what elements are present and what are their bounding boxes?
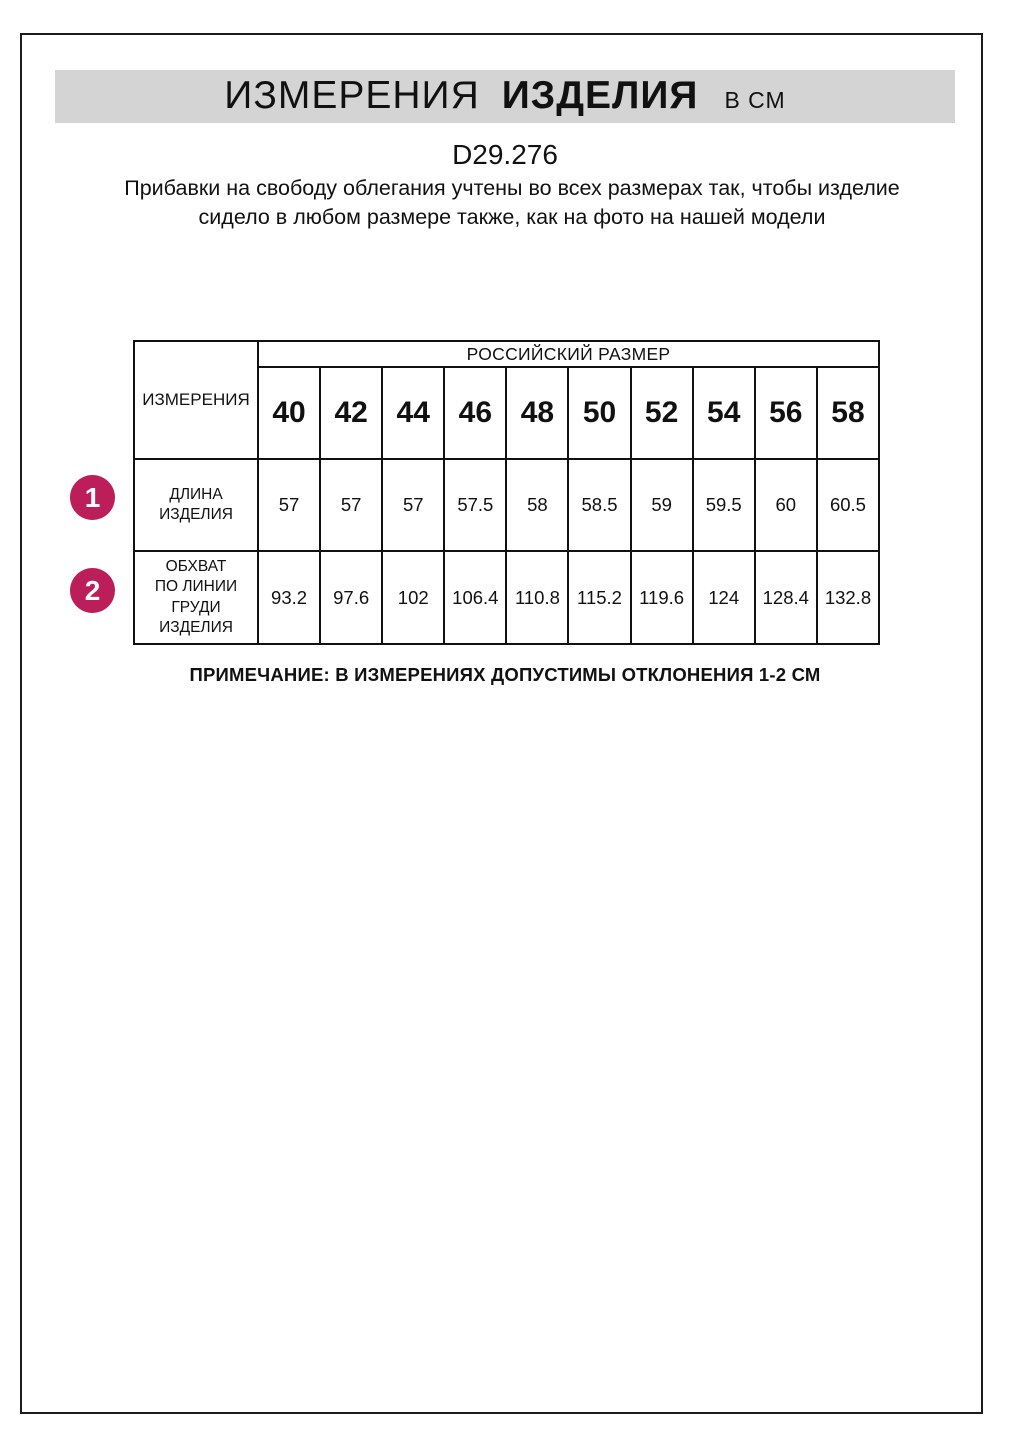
tolerance-note: ПРИМЕЧАНИЕ: В ИЗМЕРЕНИЯХ ДОПУСТИМЫ ОТКЛОНЕНИЯ 1-2 СМ: [189, 664, 821, 685]
page-title-unit: В СМ: [724, 87, 786, 113]
russian-size-header: РОССИЙСКИЙ РАЗМЕР: [258, 341, 879, 367]
measurement-value-cell: 60.5: [817, 459, 879, 551]
size-header-cell: 48: [506, 367, 568, 459]
measurement-value-cell: 102: [382, 551, 444, 644]
measurement-value-cell: 57.5: [444, 459, 506, 551]
fit-description: Прибавки на свободу облегания учтены во всех размерах так, чтобы изделие сидело в любом размере также, как на фото на нашей модели: [124, 176, 900, 229]
measurement-label: ДЛИНА ИЗДЕЛИЯ: [134, 459, 258, 551]
size-header-cell: 58: [817, 367, 879, 459]
size-header-cell: 52: [631, 367, 693, 459]
page-title: ИЗМЕРЕНИЯ: [224, 74, 480, 117]
measurement-value-cell: 115.2: [568, 551, 630, 644]
corner-header-cell: ИЗМЕРЕНИЯ: [134, 341, 258, 459]
measurement-value-cell: 128.4: [755, 551, 817, 644]
measurement-value-cell: 124: [693, 551, 755, 644]
size-header-cell: 46: [444, 367, 506, 459]
measurement-label: ОБХВАТ ПО ЛИНИИ ГРУДИ ИЗДЕЛИЯ: [134, 551, 258, 644]
measurement-value-cell: 57: [382, 459, 444, 551]
measurements-table: [133, 340, 880, 645]
size-header-cell: 42: [320, 367, 382, 459]
size-header-cell: 40: [258, 367, 320, 459]
table-row-group-header: [134, 341, 879, 367]
size-header-cell: 44: [382, 367, 444, 459]
size-header-cell: 54: [693, 367, 755, 459]
measurement-value-cell: 97.6: [320, 551, 382, 644]
page-title-strong: ИЗДЕЛИЯ: [501, 74, 699, 117]
measurement-value-cell: 57: [258, 459, 320, 551]
measurement-value-cell: 57: [320, 459, 382, 551]
measurement-value-cell: 110.8: [506, 551, 568, 644]
measurement-value-cell: 93.2: [258, 551, 320, 644]
page-frame: [20, 33, 983, 1414]
measurement-value-cell: 59: [631, 459, 693, 551]
size-header-cell: 50: [568, 367, 630, 459]
measurement-value-cell: 59.5: [693, 459, 755, 551]
measurement-value-cell: 58.5: [568, 459, 630, 551]
model-code: D29.276: [452, 139, 558, 170]
size-header-cell: 56: [755, 367, 817, 459]
table-row-length: [134, 459, 879, 551]
table-row-chest: [134, 551, 879, 644]
measurement-value-cell: 58: [506, 459, 568, 551]
title-banner: [55, 70, 955, 123]
measurement-value-cell: 106.4: [444, 551, 506, 644]
measurement-value-cell: 132.8: [817, 551, 879, 644]
row-number-badge-2: 2: [70, 568, 115, 613]
row-number-badge-1: 1: [70, 475, 115, 520]
measurement-value-cell: 60: [755, 459, 817, 551]
measurement-value-cell: 119.6: [631, 551, 693, 644]
